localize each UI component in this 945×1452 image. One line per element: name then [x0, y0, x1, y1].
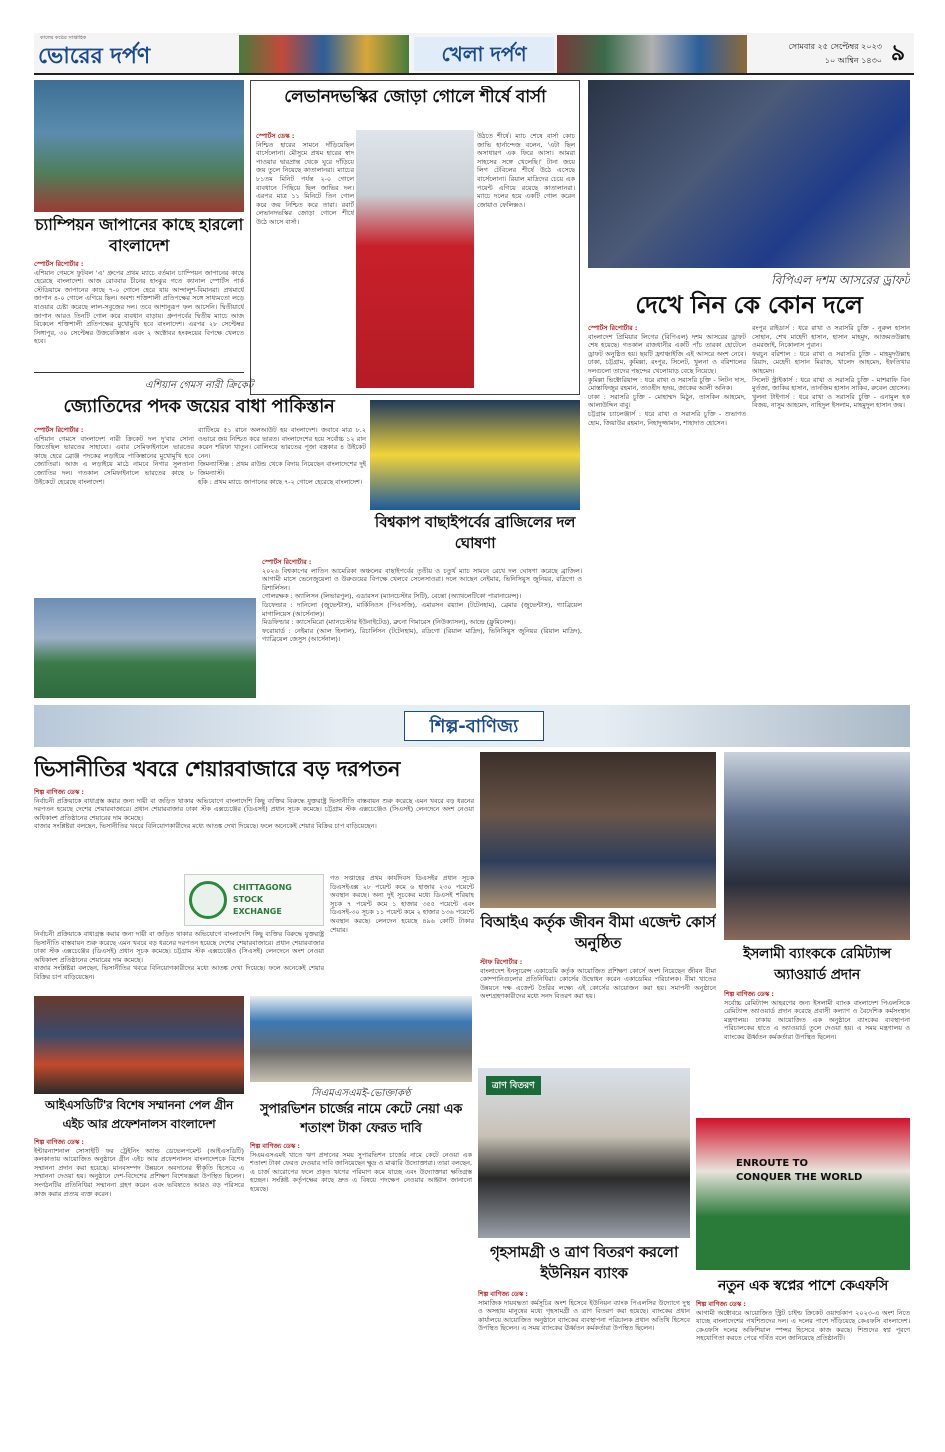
- story-share-market-top: [34, 788, 474, 872]
- cse-logo-text-2: STOCK: [233, 895, 264, 904]
- cse-logo-text-3: EXCHANGE: [233, 907, 282, 916]
- body-text: আগামী অক্টোবরে আয়োজিত স্ট্রিট চাইল্ড ক্রিকেট ওয়ার্ল্ডকাপ ২০২৩-এ অংশ নিতে যাচ্ছে বাংলাদেশের পথশিশুদের দল। এ দলের পাশে দাঁড়িয়েছে কেএফসি বাংলাদেশ। কেএফসি দলের অফিশিয়াল স্পন্সর হিসেবে কাজ করছে। শিশুদের স্বপ্ন পূরণে সহযোগিতা করতে পেরে গর্বিত বলে জানিয়েছে প্রতিষ্ঠানটি।: [696, 1308, 910, 1343]
- kfc-banner-text-1: ENROUTE TO: [736, 1158, 808, 1169]
- union-bank-relief-photo: [478, 1068, 690, 1238]
- brazil-team-photo: [370, 400, 580, 510]
- kfc-cricket-team-photo: [696, 1118, 910, 1270]
- byline: স্পোর্টস রিপোর্টার :: [34, 260, 84, 268]
- story-bpl-left: [588, 324, 746, 700]
- story-isdt: [34, 1138, 244, 1418]
- masthead-photo-strip: [239, 35, 409, 73]
- newspaper-logo: ভোরের দর্পণ: [38, 43, 151, 69]
- headline-japan-bangladesh: চ্যাম্পিয়ন জাপানের কাছে হারলো বাংলাদেশ: [35, 215, 243, 255]
- body-text: ইন্টারন্যাশনাল সোসাইটি ফর ট্রেইনিং অ্যান্ড ডেভেলপমেন্ট (আইএসডিটি) কলকাতায় আয়োজিত অনুষ্ঠানে গ্রীন এইচ আর প্রফেশনালস বাংলাদেশকে বিশেষ সম্মাননা প্রদান করা হয়েছে। মানবসম্পদ উন্নয়নে অবদানের স্বীকৃতি হিসেবে এ সম্মাননা দেওয়া হয়। অনুষ্ঠানে দেশ-বিদেশের প্রশিক্ষণ বিশেষজ্ঞরা উপস্থিত ছিলেন। সংগঠনটির প্রতিনিধিরা সম্মাননা গ্রহণ করেন এবং ভবিষ্যতে আরও বড় পরিসরে কাজ করার প্রত্যয় ব্যক্ত করেন।: [34, 1146, 244, 1198]
- cmsme-meeting-photo: [250, 996, 472, 1082]
- women-cricket-photo: [34, 598, 256, 698]
- body-text: বাংলাদেশ প্রিমিয়ার লিগের (বিপিএল) দশম আসরের ড্রাফট শেষ হয়েছে। গতকাল রাজধানীর একটি পাঁচ তারকা হোটেলে ড্রাফট অনুষ্ঠিত হয়। ছয়টি ফ্র্যাঞ্চাইজি এই আসরে অংশ নেবে। ঢাকা, চট্টগ্রাম, কুমিল্লা, রংপুর, সিলেট, খুলনা ও বরিশালের দলগুলো তাদের পছন্দের খেলোয়াড় বেছে নিয়েছে। কুমিল্লা ভিক্টোরিয়ান্স : ধরে রাখা ও সরাসরি চুক্তি - লিটন দাস, মোস্তাফিজুর রহমান, তাওহীদ হৃদয়, জাকের আলী অনিক। ঢাকা : সরাসরি চুক্তি - মোহাম্মদ মিঠুন, তাসকিন আহমেদ, আলাউদ্দিন বাবু। চট্টগ্রাম চ্যালেঞ্জার্স : ধরে রাখা ও সরাসরি চুক্তি - শুভাগত হোম, জিয়াউর রহমান, নিহাদুজ্জামান, শাহাদাত হোসেন।: [588, 332, 746, 427]
- byline: শিল্প বাণিজ্য ডেস্ক :: [34, 788, 84, 796]
- islami-bank-award-photo: [724, 752, 910, 940]
- body-text: সিএমএসএমই খাতে ঋণ প্রদানের সময় সুপারভিশন চার্জের নামে কেটে নেওয়া এক শতাংশ টাকা ফেরত দেওয়ার দাবি জানিয়েছেন ক্ষুদ্র ও মাঝারি উদ্যোক্তারা। তারা বলছেন, এ চার্জ আরোপের ফলে প্রকৃত ঋণের পরিমাণ কমে যাচ্ছে এবং উদ্যোক্তারা ক্ষতিগ্রস্ত হচ্ছেন। সংশ্লিষ্ট কর্তৃপক্ষের কাছে দ্রুত এ বিষয়ে পদক্ষেপ নেওয়ার আহ্বান জানানো হয়েছে।: [250, 1150, 472, 1193]
- headline-brazil: বিশ্বকাপ বাছাইপর্বের ব্রাজিলের দল ঘোষণা: [374, 513, 576, 552]
- story-islami-bank: [724, 990, 910, 1112]
- body-text: সামাজিক দায়বদ্ধতা কর্মসূচির অংশ হিসেবে ইউনিয়ন ব্যাংক পিএলসির উদ্যোগে দুস্থ ও অসহায় মানুষের মধ্যে গৃহসামগ্রী ও ত্রাণ বিতরণ করা হয়েছে। ব্যাংকের প্রধান কার্যালয়ে আয়োজিত অনুষ্ঠানে ব্যাংকের ব্যবস্থাপনা পরিচালক প্রধান অতিথি হিসেবে উপস্থিত ছিলেন। এ সময় ব্যাংকের ঊর্ধ্বতন কর্মকর্তারা উপস্থিত ছিলেন।: [478, 1298, 690, 1333]
- bangladesh-football-photo: [34, 80, 244, 212]
- kicker-bpl: বিপিএল দশম আসরের ড্রাফট: [771, 273, 910, 287]
- byline: স্পোর্টস ডেস্ক :: [256, 132, 295, 140]
- byline: শিল্প বাণিজ্য ডেস্ক :: [724, 990, 774, 998]
- byline: স্পোর্টস রিপোর্টার :: [262, 558, 312, 566]
- byline: শিল্প বাণিজ্য ডেস্ক :: [696, 1300, 746, 1308]
- byline: শিল্প বাণিজ্য ডেস্ক :: [250, 1142, 300, 1150]
- date-line-1: সোমবার ২৫ সেপ্টেম্বর ২০২৩: [788, 42, 882, 51]
- body-text: নিশ্চিত হারের সামনে দাঁড়িয়েছিল বার্সেলোনা। মৌসুমে প্রথম হারের স্বাদ পাওয়ার দ্বারপ্রান্ত থেকে ঘুরে দাঁড়িয়ে জয় তুলে নিয়েছে কাতালানরা। ম্যাচের ৮১তম মিনিট পর্যন্ত ২-০ গোলে ব্যবধানে পিছিয়ে ছিল জাভির দল। এরপর মাত্র ১১ মিনিটে তিন গোল করে জয় নিশ্চিত করে তারা। রবার্ট লেভানদভস্কির জোড়া গোলে শীর্ষে উঠে আসে বার্সা।: [256, 140, 354, 226]
- headline-islami-bank: ইসলামী ব্যাংককে রেমিট্যান্স অ্যাওয়ার্ড প্রদান: [743, 946, 891, 983]
- headline-share-market: ভিসানীতির খবরে শেয়ারবাজারে বড় দরপতন: [34, 757, 401, 781]
- headline-lewandowski: লেভানদভস্কির জোড়া গোলে শীর্ষে বার্সা: [284, 87, 546, 107]
- story-bia: [480, 958, 716, 1062]
- section-title: খেলা দর্পণ: [414, 37, 554, 71]
- masthead-photo-strip-2: [557, 35, 747, 73]
- kicker-asian-games: এশিয়ান গেমস নারী ক্রিকেট: [144, 380, 254, 391]
- story-bpl-right: রংপুর রাইডার্স : ধরে রাখা ও সরাসরি চুক্তি - নুরুল হাসান সোহান, শেখ মাহেদী হাসান, হাসান মাহমুদ, আজমতউল্লাহ ওমরজাই, নিকোলাস পুরান। ফরচুন বরিশাল : ধরে রাখা ও সরাসরি চুক্তি - মাহমুদউল্লাহ রিয়াদ, মেহেদী হাসান মিরাজ, খালেদ আহমেদ, ইফতিখার আহমেদ। সিলেট স্ট্রাইকার্স : ধরে রাখা ও সরাসরি চুক্তি - মাশরাফি বিন মুর্তজা, জাকির হাসান, তানজিম হাসান সাকিব, রুবেল হোসেন। খুলনা টাইগার্স : ধরে রাখা ও সরাসরি চুক্তি - এনামুল হক বিজয়, নাসুম আহমেদ, নাহিদুল ইসলাম, মাহমুদুল হাসান জয়।: [752, 324, 910, 410]
- byline: স্টাফ রিপোর্টার :: [480, 958, 523, 966]
- story-jyoti-right: ব্যাটিংয়ে ৫১ রানে অলআউট হয় বাংলাদেশ। জবাবে মাত্র ৮.২ ওভারে জয় নিশ্চিত করে ভারত। বাংলাদেশের হয়ে সর্বোচ্চ ১২ রান করেন শরিফা খাতুন। বোলিংয়ে ভারতের পূজা বস্ত্রকার ৪ উইকেট নেন। জিমন্যাস্টিক্স : প্রথম রাউন্ড থেকে বিদায় নিয়েছেন বাংলাদেশের দুই জিমন্যাস্ট। হকি : প্রথম ম্যাচে জাপানের কাছে ৭-২ গোলে হেরেছে বাংলাদেশ।: [198, 426, 366, 486]
- headline-jyoti: জ্যোতিদের পদক জয়ের বাধা পাকিস্তান: [63, 396, 335, 417]
- headline-bpl-draft: দেখে নিন কে কোন দলে: [635, 291, 863, 319]
- story-cmsme: [250, 1142, 472, 1418]
- byline: শিল্প বাণিজ্য ডেস্ক :: [34, 1138, 84, 1146]
- isdt-award-photo: [34, 996, 244, 1094]
- kfc-banner-text-2: CONQUER THE WORLD: [736, 1172, 863, 1183]
- story-jyoti-left: [34, 426, 194, 596]
- headline-bia: বিআইএ কর্তৃক জীবন বীমা এজেন্ট কোর্স অনুষ্ঠিত: [480, 913, 716, 952]
- headline-union-bank: গৃহসামগ্রী ও ত্রাণ বিতরণ করলো ইউনিয়ন ব্যাংক: [489, 1243, 678, 1282]
- headline-isdt: আইএসডিটি'র বিশেষ সম্মাননা পেল গ্রীন এইচ আর প্রফেশনালস বাংলাদেশ: [45, 1098, 233, 1131]
- body-text: এশিয়ান গেমসে বাংলাদেশ নারী ক্রিকেট দল দু'বার সোনা জিতেছিল ভারতের সাহায্যে। এবার সেমিফাইনালে ভারতের কাছে হেরে ব্রোঞ্জ পদকের লড়াইয়ে পাকিস্তানের মুখোমুখি হবে জ্যোতিরা। আজ এ লড়াইয়ে মাঠে নামবে নিগার সুলতানা জ্যোতির দল। গতকাল সেমিফাইনালে ভারতের কাছে ৮ উইকেটে হেরেছে বাংলাদেশ।: [34, 434, 194, 486]
- cse-logo-box: [184, 874, 324, 926]
- masthead: [34, 33, 914, 75]
- byline: স্পোর্টস রিপোর্টার :: [588, 324, 638, 332]
- body-text: সর্বোচ্চ রেমিট্যান্স আহরণের জন্য ইসলামী ব্যাংক বাংলাদেশ পিএলসিকে রেমিট্যান্স অ্যাওয়ার্ড প্রদান করেছে প্রবাসী কল্যাণ ও বৈদেশিক কর্মসংস্থান মন্ত্রণালয়। ঢাকায় আয়োজিত এক অনুষ্ঠানে ব্যাংকের ব্যবস্থাপনা পরিচালকের হাতে এ অ্যাওয়ার্ড তুলে দেওয়া হয়। এ সময় মন্ত্রণালয় ও ব্যাংকের ঊর্ধ্বতন কর্মকর্তারা উপস্থিত ছিলেন।: [724, 998, 910, 1041]
- divider: [34, 372, 244, 373]
- body-text: নির্বাচনী প্রক্রিয়াকে বাধাগ্রস্ত করার জন্য দায়ী বা জড়িত থাকার অভিযোগে বাংলাদেশি কিছু ব্যক্তির বিরুদ্ধে যুক্তরাষ্ট্র ভিসানীতি বাস্তবায়ন শুরু করেছে এমন খবরে বড় ধরনের দরপতন হয়েছে দেশের শেয়ারবাজারে। প্রধান শেয়ারবাজার ঢাকা স্টক এক্সচেঞ্জের (ডিএসই) প্রধান সূচক কমেছে। চট্টগ্রাম স্টক এক্সচেঞ্জেও (সিএসই) লেনদেনে অংশ নেওয়া অধিকাংশ প্রতিষ্ঠানের শেয়ারের দাম কমেছে। বাজার সংশ্লিষ্টরা বলছেন, ভিসানীতির খবরে বিনিয়োগকারীদের মধ্যে আতঙ্ক দেখা দিয়েছে। ফলে অনেকেই শেয়ার বিক্রির চাপ বাড়িয়েছেন।: [34, 796, 474, 831]
- body-text: বাংলাদেশ ইনস্যুরেন্স একাডেমি কর্তৃক আয়োজিত প্রশিক্ষণ কোর্সে অংশ নিয়েছেন জীবন বীমা কোম্পানিগুলোর প্রতিনিধিরা। কোর্সের উদ্বোধন করেন একাডেমির পরিচালক। বীমা খাতের উন্নয়নে দক্ষ এজেন্ট তৈরির লক্ষ্যে এই কোর্সের আয়োজন করা হয়। সমাপনী অনুষ্ঠানে অংশগ্রহণকারীদের মধ্যে সনদ বিতরণ করা হয়।: [480, 966, 716, 1001]
- kicker-cmsme: সিএমএসএমই-ভোক্তাকণ্ঠ: [311, 1088, 411, 1099]
- business-section-title: শিল্প-বাণিজ্য: [404, 711, 544, 741]
- story-union-bank: [478, 1290, 690, 1418]
- story-barca-right: উঠতে শীর্ষে। ম্যাচ শেষে বার্সা কোচ জাভি হার্নান্দেজ বলেন, 'এটা ছিল অসাধারণ এক ফিরে আসা। আমরা সাহসের সঙ্গে খেলেছি।' টানা জয়ে লিগ টেবিলের শীর্ষে উঠে এসেছে বার্সেলোনা। রিয়াল মাদ্রিদের চেয়ে এক পয়েন্ট এগিয়ে রয়েছে কাতালানরা। ম্যাচে দলের হয়ে একটি গোল করেন জোয়াও ফেলিক্সও।: [477, 132, 575, 209]
- lewandowski-photo: [356, 130, 474, 388]
- headline-cmsme: সুপারভিশন চার্জের নামে কেটে নেয়া এক শতাংশ টাকা ফেরত দাবি: [259, 1102, 463, 1136]
- story-share-market-right: গত সপ্তাহের প্রথম কার্যদিবস ডিএসইর প্রধান সূচক ডিএসইএক্স ২৮ পয়েন্ট কমে ৬ হাজার ২৩০ পয়েন্টে অবস্থান করছে। অন্য দুই সূচকের মধ্যে ডিএসই শরিয়াহ সূচক ৭ পয়েন্ট কমে ১ হাজার ৩৫৫ পয়েন্টে এবং ডিএসই-৩০ সূচক ১১ পয়েন্ট কমে ২ হাজার ১৩৬ পয়েন্টে অবস্থান করছে। লেনদেন হয়েছে ৪৯৬ কোটি টাকার শেয়ার।: [330, 874, 474, 934]
- headline-kfc: নতুন এক স্বপ্নের পাশে কেএফসি: [718, 1278, 888, 1294]
- bia-course-photo: [480, 752, 716, 908]
- byline: স্পোর্টস রিপোর্টার :: [34, 426, 84, 434]
- masthead-top-small: কালের কণ্ঠের সাপ্তাহিক: [40, 35, 87, 41]
- cse-logo-icon: [189, 881, 227, 919]
- bpl-draft-photo: [588, 80, 910, 268]
- body-text: ২০২৬ বিশ্বকাপের লাতিন আমেরিকা অঞ্চলের বাছাইপর্বের তৃতীয় ও চতুর্থ ম্যাচ সামনে রেখে দল ঘোষণা করেছে ব্রাজিল। আগামী মাসে ভেনেজুয়েলা ও উরুগুয়ের বিপক্ষে খেলবে সেলেসাওরা। দলে আছেন নেইমার, ভিনিসিয়ুস জুনিয়র, রদ্রিগো ও রিশার্লিসন। গোলরক্ষক : অ্যালিসন (লিভারপুল), এডারসন (ম্যানচেস্টার সিটি), বেন্তো (অ্যাথলেটিকো পারানায়েন্স)। ডিফেন্ডার : দানিলো (জুভেন্টাস), মার্কিনিওস (পিএসজি), এমারসন রয়্যাল (টটেনহাম), ব্রেমার (জুভেন্টাস), গ্যাব্রিয়েল মাগালিয়েস (আর্সেনাল)। মিডফিল্ডার : ক্যাসেমিরো (ম্যানচেস্টার ইউনাইটেড), ব্রুনো গিমারেস (নিউক্যাসল), আন্দ্রে (ফ্লুমিনেন্স)। ফরোয়ার্ড : নেইমার (আল হিলাল), রিচার্লিসন (টটেনহাম), রদ্রিগো (রিয়াল মাদ্রিদ), ভিনিসিয়ুস জুনিয়র (রিয়াল মাদ্রিদ), গ্যাব্রিয়েল জেসুস (আর্সেনাল)।: [262, 566, 582, 644]
- story-japan-bangladesh: [34, 260, 244, 370]
- cse-logo-text-1: CHITTAGONG: [233, 883, 292, 892]
- relief-banner-text: ত্রাণ বিতরণ: [486, 1076, 541, 1095]
- story-share-market-bottom: নির্বাচনী প্রক্রিয়াকে বাধাগ্রস্ত করার জন্য দায়ী বা জড়িত থাকার অভিযোগে বাংলাদেশি কিছু ব্যক্তির বিরুদ্ধে যুক্তরাষ্ট্র ভিসানীতি বাস্তবায়ন শুরু করেছে এমন খবরে বড় ধরনের দরপতন হয়েছে দেশের শেয়ারবাজারে। প্রধান শেয়ারবাজার ঢাকা স্টক এক্সচেঞ্জের (ডিএসই) প্রধান সূচক কমেছে। চট্টগ্রাম স্টক এক্সচেঞ্জেও (সিএসই) লেনদেনে অংশ নেওয়া অধিকাংশ প্রতিষ্ঠানের শেয়ারের দাম কমেছে। বাজার সংশ্লিষ্টরা বলছেন, ভিসানীতির খবরে বিনিয়োগকারীদের মধ্যে আতঙ্ক দেখা দিয়েছে। ফলে অনেকেই শেয়ার বিক্রির চাপ বাড়িয়েছেন।: [34, 930, 324, 981]
- date-line-2: ১০ আশ্বিন ১৪৩০: [824, 56, 882, 65]
- story-kfc: [696, 1300, 910, 1418]
- byline: শিল্প বাণিজ্য ডেস্ক :: [478, 1290, 528, 1298]
- business-banner: [34, 705, 910, 747]
- story-barca-left: [256, 132, 354, 390]
- story-brazil: [262, 558, 582, 700]
- body-text: এশিয়ান গেমসে ফুটবল 'এ' গ্রুপের প্রথম ম্যাচে বর্তমান চ্যাম্পিয়ন জাপানের কাছে হেরেছে বাংলাদেশ। আজ রোববার চীনের হাংঝুর গতে ক্যানাল স্পোর্টস পার্ক স্টেডিয়ামে জাপানের কাছে ৭-০ গোলে হেরে যায় আন্দালুশ-বিমানরা। প্রথমার্ধে জাপান ৪-০ গোলে এগিয়ে ছিল। অবশ্য শক্তিশালী প্রতিপক্ষের সঙ্গে সাধ্যমতো লড়ে যাওয়ার চেষ্টা করেছে লাল-সবুজের দল। তবে আশানুরূপ ফল আসেনি। দ্বিতীয়ার্ধে জাপান আরও তিনটি গোল করে ব্যবধান বাড়ায়। গ্রুপপর্বের দ্বিতীয় ম্যাচে আজ বিকেলে শক্তিশালী প্রতিপক্ষের মুখোমুখি হবে বাংলাদেশ। এরপর ২৮ সেপ্টেম্বর সিঙ্গাপুর, ৩০ সেপ্টেম্বর উজবেকিস্তান এবং ২ অক্টোবর হংকংয়ের বিপক্ষে খেলতে হবে।: [34, 268, 244, 346]
- page-number: ৯: [890, 41, 906, 66]
